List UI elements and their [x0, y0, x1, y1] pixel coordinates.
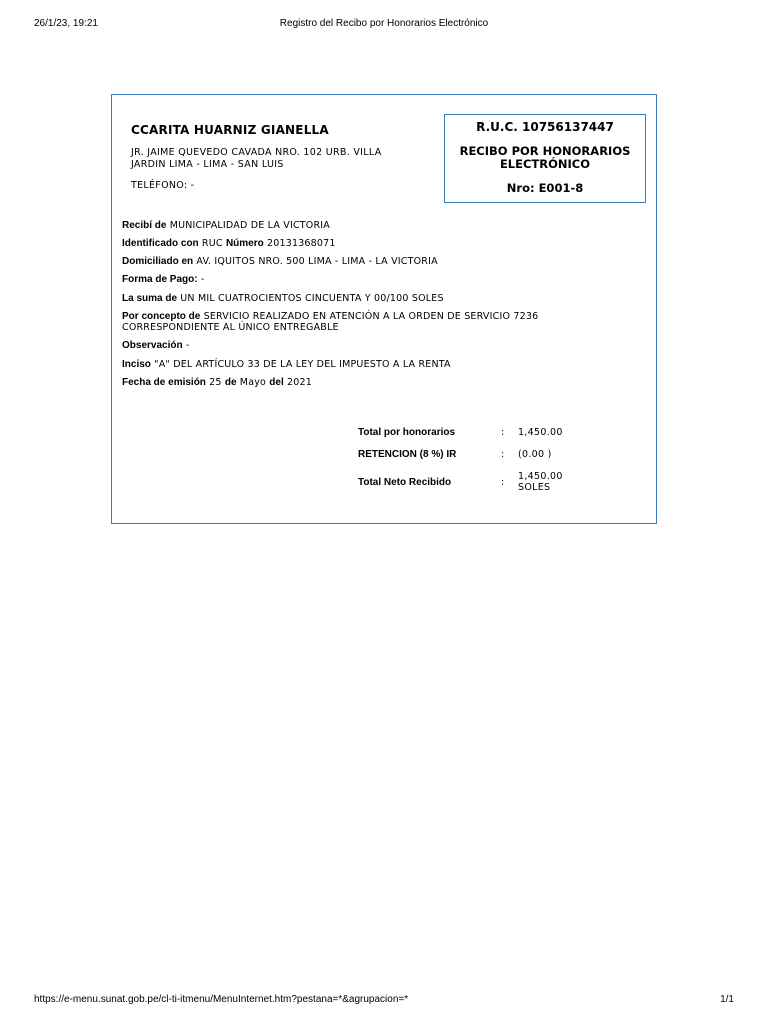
observacion-value: -	[185, 340, 190, 351]
retencion-label: RETENCION (8 %) IR	[358, 449, 457, 460]
forma-pago-value: -	[200, 274, 205, 285]
inciso-label: Inciso	[122, 359, 151, 370]
domicilio-label: Domiciliado en	[122, 256, 194, 267]
identificado-doc-type: RUC	[201, 238, 223, 249]
recibi-value: MUNICIPALIDAD DE LA VICTORIA	[169, 220, 330, 231]
field-concepto	[122, 311, 622, 333]
print-datetime: 26/1/23, 19:21	[34, 18, 98, 29]
fecha-de: de	[224, 377, 237, 388]
recibi-label: Recibí de	[122, 220, 167, 231]
field-identificado	[122, 238, 622, 249]
domicilio-value: AV. IQUITOS NRO. 500 LIMA - LIMA - LA VICTORIA	[196, 256, 438, 267]
fecha-month: Mayo	[239, 377, 267, 388]
print-page-number: 1/1	[720, 994, 734, 1005]
total-honorarios-value: 1,450.00	[518, 427, 563, 438]
forma-pago-label: Forma de Pago:	[122, 274, 198, 285]
fecha-label: Fecha de emisión	[122, 377, 206, 388]
document-title-line1: RECIBO POR HONORARIOS	[459, 144, 631, 158]
receipt-number: Nro: E001-8	[506, 181, 584, 195]
print-footer	[34, 994, 734, 1008]
identificado-value: 20131368071	[266, 238, 336, 249]
numero-label: Número	[225, 238, 264, 249]
colon: :	[501, 449, 505, 460]
total-neto-value	[518, 471, 563, 493]
total-neto-label: Total Neto Recibido	[358, 477, 452, 488]
suma-label: La suma de	[122, 293, 178, 304]
observacion-label: Observación	[122, 340, 183, 351]
total-neto-amount: 1,450.00	[518, 471, 563, 482]
issuer-address-line1: JR. JAIME QUEVEDO CAVADA NRO. 102 URB. VILLA	[131, 147, 382, 158]
retencion-value: (0.00 )	[518, 449, 552, 460]
field-fecha-emision	[122, 377, 622, 388]
field-inciso	[122, 359, 622, 370]
fecha-year: 2021	[286, 377, 312, 388]
concepto-line2: CORRESPONDIENTE AL ÚNICO ENTREGABLE	[122, 322, 339, 333]
field-suma	[122, 293, 622, 304]
print-page-title: Registro del Recibo por Honorarios Electrónico	[279, 18, 489, 29]
issuer-phone: TELÉFONO: -	[131, 180, 195, 191]
fecha-del: del	[269, 377, 284, 388]
document-title	[445, 145, 645, 171]
field-forma-pago	[122, 274, 622, 285]
issuer-address-line2: JARDIN LIMA - LIMA - SAN LUIS	[131, 159, 284, 170]
concepto-label: Por concepto de	[122, 311, 201, 322]
ruc-number: R.U.C. 10756137447	[476, 120, 614, 134]
receipt-document	[111, 94, 657, 524]
field-domicilio	[122, 256, 622, 267]
inciso-value: "A" DEL ARTÍCULO 33 DE LA LEY DEL IMPUESTO A LA RENTA	[154, 359, 451, 370]
ruc-box	[444, 114, 646, 203]
fecha-day: 25	[209, 377, 222, 388]
colon: :	[501, 427, 505, 438]
issuer-address	[131, 147, 431, 171]
total-honorarios-label: Total por honorarios	[358, 427, 456, 438]
concepto-line1: SERVICIO REALIZADO EN ATENCIÓN A LA ORDEN DE SERVICIO 7236	[203, 311, 539, 322]
print-url: https://e-menu.sunat.gob.pe/cl-ti-itmenu/MenuInternet.htm?pestana=*&agrupacion=*	[34, 994, 409, 1005]
field-observacion	[122, 340, 622, 351]
colon: :	[501, 477, 505, 488]
issuer-name: CCARITA HUARNIZ GIANELLA	[131, 123, 329, 137]
print-header	[34, 18, 734, 32]
document-title-line2: ELECTRÓNICO	[499, 157, 591, 171]
identificado-label: Identificado con	[122, 238, 199, 249]
suma-value: UN MIL CUATROCIENTOS CINCUENTA Y 00/100 SOLES	[180, 293, 444, 304]
total-neto-currency: SOLES	[518, 482, 551, 493]
field-recibi	[122, 220, 622, 231]
